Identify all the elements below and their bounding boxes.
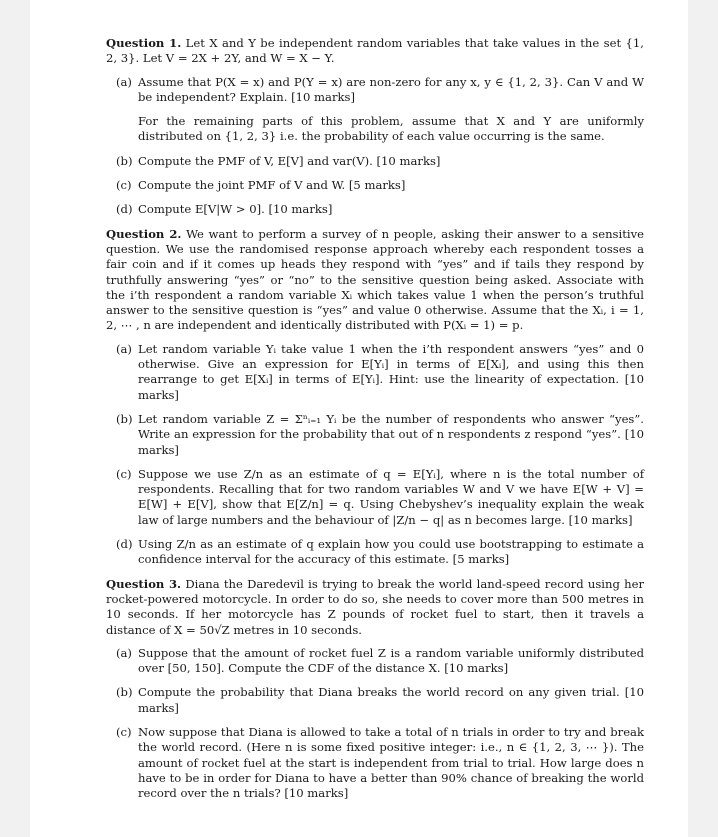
document-content [106, 36, 644, 810]
part-label: (b) [116, 411, 133, 426]
question-part [116, 74, 644, 106]
part-text: Assume that P(X = x) and P(Y = x) are non-zero for any x, y ∈ {1, 2, 3}. Can V and W be independent? Explain. [10 marks] [138, 74, 644, 104]
part-label: (d) [116, 537, 133, 552]
question-part [116, 685, 644, 716]
question-1-parts [116, 74, 644, 106]
part-label: (d) [116, 202, 133, 217]
question-part [116, 466, 644, 528]
question-1 [106, 36, 644, 67]
question-title: Question 1. [106, 36, 182, 50]
question-part [116, 153, 644, 169]
part-text: Now suppose that Diana is allowed to take a total of n trials in order to try and break the world record. (Here n is some fixed positive integer: i.e., n ∈ {1, 2, 3, ⋯ }). The amount of rocket fuel at the start is independent from trial to trial. How large does n have to be in order for Diana to have a better than 90% chance of breaking the world record over the n trials? [10 marks] [138, 724, 644, 801]
question-intro: Let X and Y be independent random variables that take values in the set {1, 2, 3}. Let V = 2X + 2Y, and W = X − Y. [106, 36, 644, 66]
part-text: Compute E[V|W > 0]. [10 marks] [138, 202, 333, 217]
question-2-parts [116, 341, 644, 568]
part-label: (b) [116, 153, 133, 168]
question-3-parts [116, 645, 644, 802]
part-label: (c) [116, 724, 132, 739]
part-text: Suppose that the amount of rocket fuel Z is a random variable uniformly distributed over [50, 150]. Compute the CDF of the distance X. [10 marks] [138, 645, 644, 676]
part-text: Suppose we use Z/n as an estimate of q = E[Yᵢ], where n is the total number of respondents. Recalling that for two random variables W and V we have E[W + V] = E[W] + E[V], show that E[Z/n] = q. Using Chebyshev’s inequality explain the weak law of large numbers and the behaviour of |Z/n − q| as n becomes large. [10 marks] [138, 466, 644, 527]
part-text: Let random variable Yᵢ take value 1 when the i’th respondent answers “yes” and 0 otherwise. Give an expression for E[Yᵢ] in terms of E[Xᵢ], and using this then rearrange to get E[Xᵢ] in terms of E[Yᵢ]. Hint: use the linearity of expectation. [10 marks] [138, 341, 644, 402]
question-part [116, 724, 644, 801]
document-page [30, 0, 688, 837]
question-part [116, 537, 644, 568]
question-part [116, 202, 644, 217]
question-intro: Diana the Daredevil is trying to break the world land-speed record using her rocket-powered motorcycle. In order to do so, she needs to cover more than 500 metres in 10 seconds. If her motorcycle has Z pounds of rocket fuel to start, then it travels a distance of X = 50√Z metres in 10 seconds. [106, 576, 645, 637]
part-label: (c) [116, 466, 132, 481]
question-part [116, 645, 644, 677]
part-label: (a) [116, 341, 132, 356]
part-text: Using Z/n as an estimate of q explain how you could use bootstrapping to estimate a confidence interval for the accuracy of this estimate. [5 marks] [138, 537, 644, 567]
part-text: Compute the probability that Diana breaks the world record on any given trial. [10 marks] [138, 685, 644, 715]
question-intro: We want to perform a survey of n people, asking their answer to a sensitive question. We use the randomised response approach whereby each respondent tosses a fair coin and if it comes up heads they respond with “yes” and if tails they respond by truthfully answering “yes” or “no” to the sensitive question being asked. Associate with the i’th respondent a random variable Xᵢ which takes value 1 when the person’s truthful answer to the sensitive question is “yes” and value 0 otherwise. Assume that the Xᵢ, i = 1, 2, ⋯ , n are independent and identically distributed with P(Xᵢ = 1) = p. [106, 226, 644, 333]
part-text: Compute the PMF of V, E[V] and var(V). [10 marks] [138, 153, 441, 168]
question-title: Question 2. [106, 226, 182, 241]
part-label: (c) [116, 178, 132, 193]
question-title: Question 3. [106, 576, 182, 591]
question-part [116, 341, 644, 403]
question-3 [106, 577, 644, 638]
part-label: (b) [116, 685, 133, 700]
part-label: (a) [116, 74, 132, 89]
question-2 [106, 227, 644, 334]
part-text: Let random variable Z = Σⁿᵢ₌₁ Yᵢ be the number of respondents who answer “yes”. Write an expression for the probability that out of n respondents z respond “yes”. [10 marks] [138, 411, 644, 457]
part-label: (a) [116, 645, 132, 660]
question-part [116, 411, 644, 458]
question-1-parts-continued [116, 153, 644, 218]
question-note: For the remaining parts of this problem, assume that X and Y are uniformly distributed on {1, 2, 3} i.e. the probability of each value occurring is the same. [138, 114, 644, 144]
question-part [116, 178, 644, 193]
part-text: Compute the joint PMF of V and W. [5 marks] [138, 178, 406, 193]
